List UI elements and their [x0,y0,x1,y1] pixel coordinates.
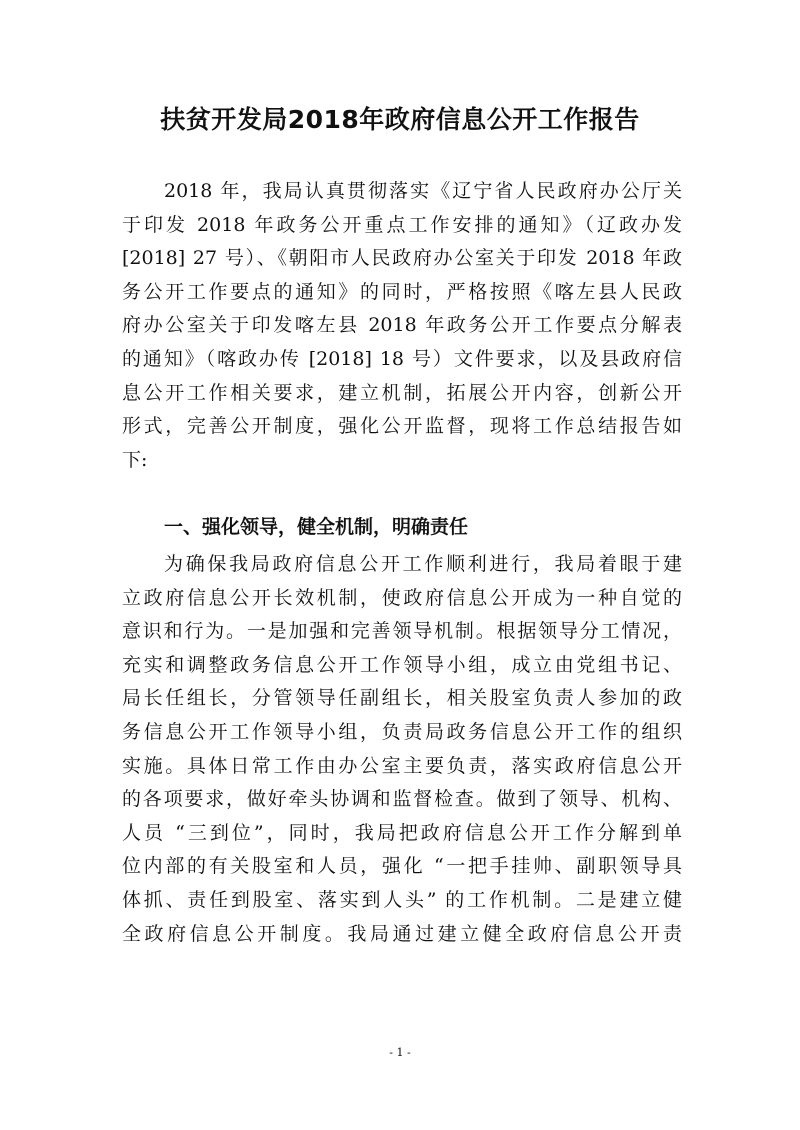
paragraph-line: 为确保我局政府信息公开工作顺利进行，我局着眼于建 [164,553,682,575]
paragraph-line: [2018] 27 号）、《朝阳市人民政府办公室关于印发 2018 年政 [122,247,682,270]
paragraph-line: 务公开工作要点的通知》的同时，严格按照《喀左县人民政 [122,280,682,303]
paragraph-line: 人员 “三到位”，同时，我局把政府信息公开工作分解到单 [122,821,682,844]
paragraph-line: 意识和行为。一是加强和完善领导机制。根据领导分工情况， [122,620,682,643]
section-paragraph [122,548,682,951]
paragraph-line: 的通知》（喀政办传 [2018] 18 号）文件要求，以及县政府信 [122,347,682,370]
paragraph-line: 全政府信息公开制度。我局通过建立健全政府信息公开责 [122,922,682,945]
paragraph-line: 务信息公开工作领导小组，负责局政务信息公开工作的组织 [122,720,682,743]
document-title: 扶贫开发局2018年政府信息公开工作报告 [160,105,640,134]
paragraph-line: 充实和调整政务信息公开工作领导小组，成立由党组书记、 [122,653,682,676]
paragraph-line: 息公开工作相关要求，建立机制，拓展公开内容，创新公开 [122,381,682,404]
paragraph-line: 立政府信息公开长效机制，使政府信息公开成为一种自觉的 [122,586,682,609]
page-number: - 1 - [389,1046,411,1059]
section-heading: 一、强化领导，健全机制，明确责任 [164,516,469,538]
paragraph-line: 的各项要求，做好牵头协调和监督检查。做到了领导、机构、 [122,788,682,811]
paragraph-line: 府办公室关于印发喀左县 2018 年政务公开工作要点分解表 [122,314,682,337]
intro-paragraph [122,175,682,477]
paragraph-line: 实施。具体日常工作由办公室主要负责，落实政府信息公开 [122,754,682,777]
paragraph-line: 下: [122,448,148,471]
paragraph-line: 形式，完善公开制度，强化公开监督，现将工作总结报告如 [122,415,682,438]
paragraph-line: 体抓、责任到股室、落实到人头” 的工作机制。二是建立健 [122,888,682,911]
paragraph-line: 2018 年，我局认真贯彻落实《辽宁省人民政府办公厅关 [164,180,682,202]
paragraph-line: 于印发 2018 年政务公开重点工作安排的通知》（辽政办发 [122,213,682,236]
paragraph-line: 位内部的有关股室和人员，强化 “一把手挂帅、副职领导具 [122,855,682,878]
paragraph-line: 局长任组长，分管领导任副组长，相关股室负责人参加的政 [122,687,682,710]
